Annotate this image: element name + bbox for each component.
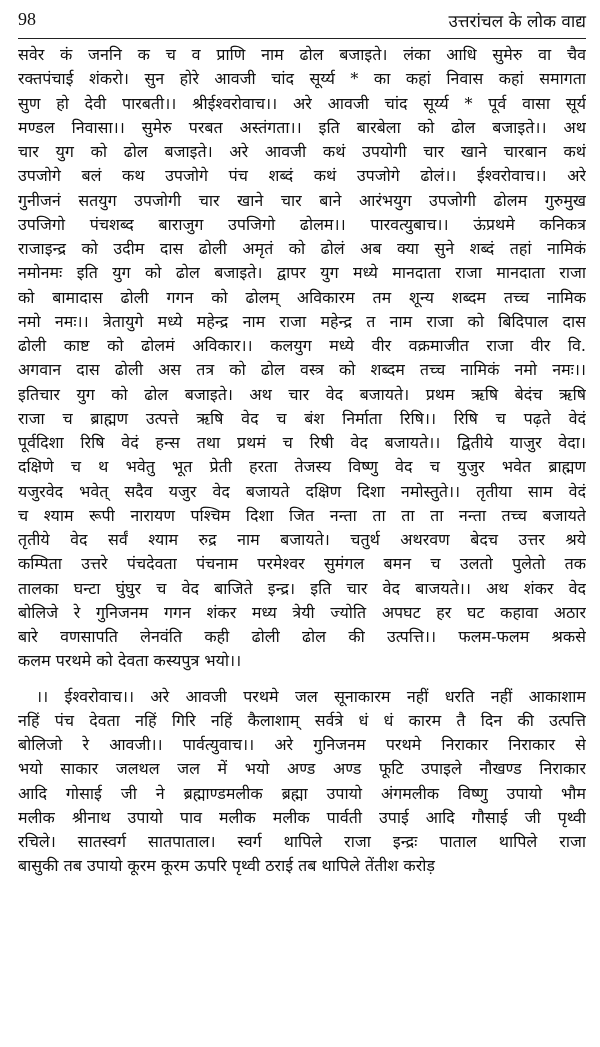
text-line: दक्षिणे च थ भवेतु भूत प्रेती हरता तेजस्य विष्णु वेद च युजुर भवेत ब्राह्मण [18, 457, 586, 477]
text-line: अगवान दास ढोली अस तत्र को ढोल वस्त्र को शब्दम तच्च नामिकं नमो नमः।। [18, 360, 586, 380]
text-line: भयो साकार जलथल जल में भयो अण्ड अण्ड फूटि उपाइले नौखण्ड निराकार [18, 759, 586, 779]
text-line: ढोली काष्ट को ढोलमं अविकार।। कलयुग मध्ये वीर वक्रमाजीत राजा वीर वि. [18, 336, 586, 355]
page-header [18, 6, 586, 39]
text-line: नहिं पंच देवता नहिं गिरि नहिं कैलाशाम्‌ सर्वत्रे धं धं कारम तै दिन की उत्पत्ति [18, 710, 586, 730]
running-title: उत्तरांचल के लोक वाद्य [448, 12, 586, 32]
text-line: ।। ईश्वरोवाच।। अरे आवजी परथमे जल सूनाकारम नहीं धरति नहीं आकाशाम [36, 686, 586, 706]
text-line: चार युग को ढोल बजाइते। अरे आवजी कथं उपयोगी चार खाने चारबान कथं [18, 142, 586, 161]
text-line: मलीक श्रीनाथ उपायो पाव मलीक मलीक पार्वती उपाई आदि गौसाई जी पृथ्वी [18, 807, 586, 827]
text-line: यजुरवेद भवेत्‌ सदैव यजुर वेद बजायते दक्षिण दिशा नमोस्तुते।। तृतीया साम वेदं [18, 481, 586, 501]
text-line: इतिचार युग को ढोल बजाइते। अथ चार वेद बजायते। प्रथम ऋषि बेदंच ऋषि [18, 384, 586, 404]
text-line: पूर्वदिशा रिषि वेदं हन्स तथा प्रथमं च रिषी वेद बजायते।। द्वितीये याजुर वेदा। [18, 433, 586, 452]
text-line: नमोनमः इति युग को ढोल बजाइते। द्वापर युग मध्ये मानदाता राजा मानदाता राजा [18, 263, 586, 283]
text-line: कम्पिता उत्तरे पंचदेवता पंचनाम परमेश्वर सुमंगल बमन च उलतो पुलेतो तक [18, 554, 586, 574]
text-line: बारे वणसापति लेनवंति कही ढोली ढोल की उत्पत्ति।। फलम-फलम श्रकसे [18, 627, 586, 646]
text-line: बोलिजे रे गुनिजनम गगन शंकर मध्य त्रेयी ज्योति अपघट हर घट कहावा अठार [18, 602, 586, 622]
text-line: तृतीये वेद सर्वं श्याम रुद्र नाम बजायते। चतुर्थ अथरवण बेदच उत्तर श्रये [18, 530, 586, 549]
text-line: रचिले। सातस्वर्ग सातपाताल। स्वर्ग थापिले राजा इन्द्रः पाताल थापिले राजा [18, 832, 586, 851]
paragraph [18, 43, 586, 674]
text-line: गुनीजनं सतयुग उपजोगी चार खाने चार बाने आरंभयुग उपजोगी ढोलम गुरुमुख [18, 190, 586, 210]
paragraph [18, 685, 586, 879]
text-line: च श्याम रूपी नारायण पश्चिम दिशा जित नन्ता ता ता ता नन्ता तच्च बजायते [18, 505, 586, 525]
text-line: सुण हो देवी पारबती।। श्रीईश्वरोवाच।। अरे आवजी चांद सूर्य्य * पूर्व वासा सूर्य [18, 93, 586, 113]
text-line: उपजोगे बलं कथ उपजोगे पंच शब्दं कथं उपजोगे ढोलं।। ईश्वरोवाच।। अरे [18, 166, 586, 186]
text-line: राजा च ब्राह्मण उत्पत्ते ऋषि वेद च बंश निर्माता रिषि।। रिषि च पढ़ते वेदं [18, 408, 586, 428]
text-line: सवेर कं जननि क च व प्राणि नाम ढोल बजाइते। लंका आधि सुमेरु वा चैव [18, 45, 586, 64]
text-line: नमो नमः।। त्रेतायुगे मध्ये महेन्द्र नाम राजा महेन्द्र त नाम राजा को बिदिपाल दास [18, 311, 586, 331]
text-line: को बामादास ढोली गगन को ढोलम्‌ अविकारम तम शून्य शब्दम तच्च नामिक [18, 287, 586, 307]
page-body [18, 43, 586, 879]
text-line: मण्डल निवासा।। सुमेरु परबत अस्तंगता।। इति बारबेला को ढोल बजाइते।। अथ [18, 117, 586, 137]
text-line: राजाइन्द्र को उदीम दास ढोली अमृतं को ढोलं अब क्या सुने शब्दं तहां नामिकं [18, 239, 586, 258]
page-number: 98 [18, 9, 36, 29]
text-line: बासुकी तब उपायो कूरम कूरम ऊपरि पृथ्वी ठराई तब थापिले तेंतीश करोड़ [18, 856, 435, 876]
text-line: आदि गोसाई जी ने ब्रह्माण्डमलीक ब्रह्मा उपायो अंगमलीक विष्णु उपायो भौम [18, 783, 586, 803]
text-line: तालका घन्टा घुंघुर च वेद बाजिते इन्द्र। इति चार वेद बाजयते।। अथ शंकर वेद [18, 578, 586, 598]
text-line: कलम परथमे को देवता कस्यपुत्र भयो।। [18, 651, 242, 671]
text-line: उपजिगो पंचशब्द बाराजुग उपजिगो ढोलम।। पारवत्युबाच।। ऊंप्रथमे कनिकत्र [18, 214, 586, 234]
text-line: बोलिजो रे आवजी।। पार्वत्युवाच।। अरे गुनिजनम परथमे निराकार निराकार से [18, 735, 586, 754]
text-line: रक्तपंचाई शंकरो। सुन होरे आवजी चांद सूर्य्य * का कहां निवास कहां समागता [18, 69, 586, 89]
